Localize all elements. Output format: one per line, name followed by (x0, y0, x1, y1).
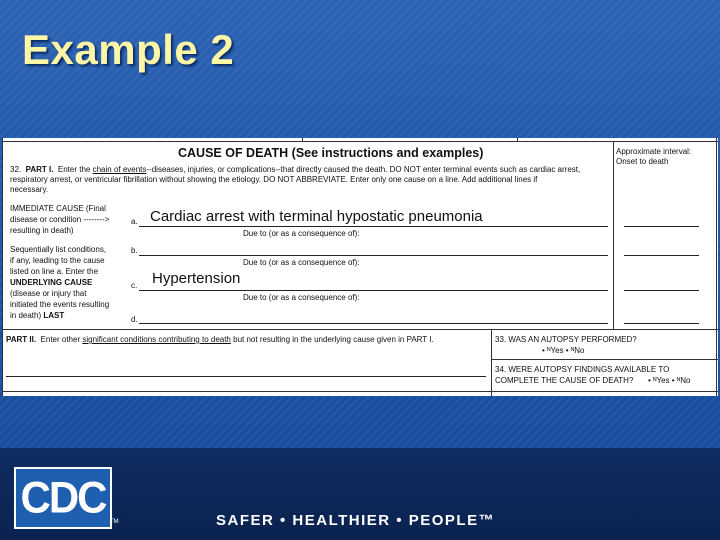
immediate-cause-label-2: disease or condition --------> (10, 215, 110, 224)
cause-c-entry[interactable]: Hypertension (152, 270, 241, 287)
interval-line-b[interactable] (624, 255, 699, 256)
interval-line-c[interactable] (624, 290, 699, 291)
q34-label-line2: COMPLETE THE CAUSE OF DEATH? (495, 376, 634, 385)
line-a-label: a. (131, 217, 138, 226)
due-to-b: Due to (or as a consequence of): (243, 258, 360, 267)
slide-title: Example 2 (22, 26, 235, 73)
sequential-label-4: UNDERLYING CAUSE (10, 278, 93, 287)
part1-instructions-line2: respiratory arrest, or ventricular fibrillation without showing the etiology. DO NOT ABBREVIATE. Enter only one cause on a line. Add additional lines if (10, 175, 538, 184)
interval-line-d[interactable] (624, 323, 699, 324)
cause-line-b[interactable] (139, 255, 608, 256)
line-b-label: b. (131, 246, 138, 255)
due-to-a: Due to (or as a consequence of): (243, 229, 360, 238)
cause-line-d[interactable] (139, 323, 608, 324)
cdc-logo: CDC (14, 467, 112, 529)
immediate-cause-label-3: resulting in death) (10, 226, 74, 235)
line-c-label: c. (131, 281, 138, 290)
cause-a-entry[interactable]: Cardiac arrest with terminal hypostatic pneumonia (150, 208, 483, 225)
due-to-c: Due to (or as a consequence of): (243, 293, 360, 302)
logo-trademark: TM (110, 519, 119, 525)
q34-options[interactable]: • ᴺYes • ᴺNo (648, 376, 691, 385)
sequential-label-2: if any, leading to the cause (10, 256, 105, 265)
q33-label: 33. WAS AN AUTOPSY PERFORMED? (495, 335, 637, 344)
death-certificate-form (2, 138, 718, 396)
q34-label-line1: 34. WERE AUTOPSY FINDINGS AVAILABLE TO (495, 365, 670, 374)
sequential-label-3: listed on line a. Enter the (10, 267, 99, 276)
sequential-label-6: initiated the events resulting (10, 300, 110, 309)
part2-instructions: PART II. Enter other significant conditions contributing to death but not resulting in the underlying cause given in PART I. (6, 335, 434, 344)
part2-line[interactable] (6, 376, 486, 377)
part1-instructions-line3: necessary. (10, 185, 49, 194)
q33-options[interactable]: • ᴺYes • ᴺNo (542, 346, 585, 355)
line-d-label: d. (131, 315, 138, 324)
interval-header-1: Approximate interval: (616, 147, 692, 156)
cause-of-death-heading: CAUSE OF DEATH (See instructions and examples) (178, 146, 484, 160)
immediate-cause-label-1: IMMEDIATE CAUSE (Final (10, 204, 106, 213)
interval-header-2: Onset to death (616, 157, 669, 166)
footer-tagline: SAFER • HEALTHIER • PEOPLE™ (216, 512, 496, 529)
interval-line-a[interactable] (624, 226, 699, 227)
cause-line-a[interactable] (139, 226, 608, 227)
sequential-label-5: (disease or injury that (10, 289, 87, 298)
cause-line-c[interactable] (139, 290, 608, 291)
part1-instructions: 32. PART I. Enter the chain of events--diseases, injuries, or complications--that directly caused the death. DO NOT enter terminal events such as cardiac arrest, (10, 165, 581, 174)
sequential-label-1: Sequentially list conditions, (10, 245, 107, 254)
sequential-label-7: in death) LAST (10, 311, 65, 320)
form-top-fragment (2, 138, 718, 142)
